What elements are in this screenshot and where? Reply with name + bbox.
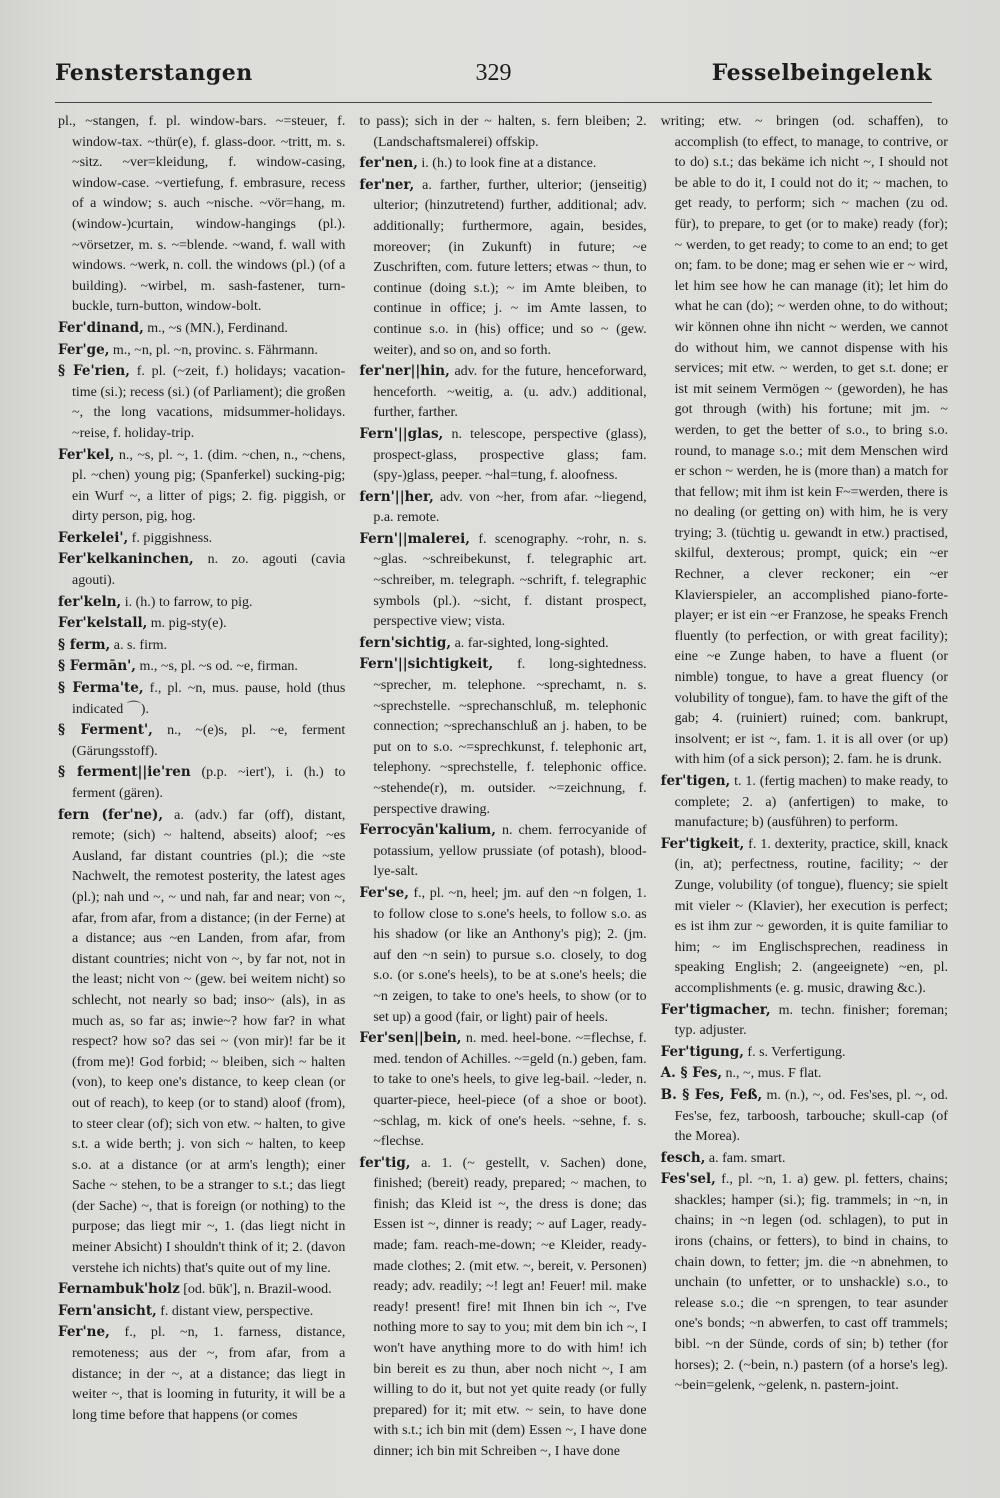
- column-3: [661, 112, 948, 1442]
- headword: Fer'kel,: [58, 446, 115, 463]
- headword: Fer'tigung,: [660, 1043, 744, 1060]
- dictionary-entry: [661, 1000, 948, 1042]
- dictionary-entry: [359, 153, 646, 175]
- headword: Fer'dinand,: [58, 319, 144, 336]
- headword: Fernambuk'holz: [58, 1281, 180, 1298]
- headword: B. § Fes, Feß,: [660, 1086, 763, 1103]
- dictionary-entry: [359, 1028, 646, 1153]
- headword: Ferrocyān'kalium,: [359, 822, 496, 839]
- entry-text: f. scenography. ~rohr, n. s. ~glas. ~schreibekunst, f. telegraphic art. ~schreiber, m. telegraph. ~schrift, f. telegraphic symbols (pl.). ~sicht, f. distant prospect, perspective view; vista.: [373, 531, 647, 630]
- entry-text: n., ~(e)s, pl. ~e, ferment (Gärungsstoff).: [72, 723, 346, 759]
- entry-text: i. (h.) to look fine at a distance.: [421, 156, 597, 172]
- headword: fer'ner||hin,: [359, 363, 450, 380]
- entry-text: m., ~s (MN.), Ferdinand.: [147, 320, 288, 336]
- headword: § ferm,: [58, 636, 111, 653]
- dictionary-entry: [661, 1169, 948, 1397]
- dictionary-entry: [359, 424, 646, 487]
- headword: § Ferma'te,: [58, 680, 144, 697]
- dictionary-entry: [58, 720, 345, 762]
- entry-text: m. techn. finisher; foreman; typ. adjuster.: [674, 1002, 948, 1039]
- entry-text: adv. for the future, henceforward, henceforth. ~weitig, a. (u. adv.) additional, further, farther.: [373, 364, 647, 421]
- entry-text: f. long-sightedness. ~sprecher, m. telephone. ~sprechamt, n. s. ~sprechstelle. ~sprechanschluß, m. telephonic connection; ~sprechanschluß an j. haben, to be put on to s.o. ~=sprechkunst, f. telephonic art, telephony. ~sprechstelle, f. telephonic office. ~stehende(r), m. outsider. ~=zeichnung, f. perspective drawing.: [373, 657, 647, 817]
- entry-text: f. s. Verfertigung.: [747, 1044, 846, 1060]
- dictionary-entry: [661, 1148, 948, 1170]
- dictionary-entry: [661, 1042, 948, 1064]
- headword: Fern'||malerei,: [359, 530, 470, 547]
- entry-text: a. fam. smart.: [708, 1150, 786, 1166]
- entry-text: adv. von ~her, from afar. ~liegend, p.a. remote.: [373, 489, 647, 526]
- headword: Fer'sen||bein,: [359, 1030, 462, 1047]
- entry-text: f. distant view, perspective.: [160, 1303, 314, 1319]
- headword: § Fe'rien,: [58, 363, 130, 380]
- dictionary-entry: [661, 112, 948, 771]
- dictionary-entry: [359, 883, 646, 1028]
- entry-text: i. (h.) to farrow, to pig.: [124, 594, 253, 610]
- dictionary-entry: [58, 805, 345, 1280]
- entry-text: m. (n.), ~, od. Fes'ses, pl. ~, od. Fes'se, fez, tarboosh, tarbouche; skull-cap (of the Morea).: [674, 1087, 948, 1145]
- entry-text: a. s. firm.: [113, 637, 168, 653]
- entry-text: m., ~n, pl. ~n, provinc. s. Fährmann.: [112, 342, 318, 358]
- headword: Fer'ge,: [58, 341, 110, 358]
- entry-text: f., pl. ~n, heel; jm. auf den ~n folgen, 1. to follow close to s.one's heels, to follow s.o. as his shadow (or like an Anthony's pig); 2. (jm. auf den ~n sein) to pursue s.o. closely, to dog s.o. (or s.one's heels), to be at s.one's heels; die ~n zeigen, to take to one's heels, to show (or to set up) a good (fair, or light) pair of heels.: [373, 885, 647, 1025]
- dictionary-entry: [661, 1063, 948, 1085]
- headword: Fer'se,: [359, 884, 409, 901]
- dictionary-entry: [58, 656, 345, 678]
- dictionary-entry: [661, 1085, 948, 1148]
- dictionary-entry: [661, 834, 948, 1000]
- headword: § ferment||ie'ren: [58, 764, 191, 781]
- entry-text: n. med. heel-bone. ~=flechse, f. med. tendon of Achilles. ~=geld (n.) geben, fam. to take to one's heels, to give leg-bail. ~leder, n. quarter-piece, heel-piece (of a shoe or boot). ~schlag, m. kick of one's heels. ~sehne, f. s. ~flechse.: [373, 1031, 647, 1150]
- entry-text: writing; etw. ~ bringen (od. schaffen), to accomplish (to effect, to manage, to contrive, or to do) s.t.; das bekäme ich nicht ~, I should not be able to do it, I could not do it; ~ machen, to get ready, to perform; sich ~ machen (zu od. für), to prepare, to get (or to make) ready (for); ~ werden, to get ready; to come to an end; to get on; fam. to be done; mag er sehen wie er ~ wird, let him see how he can manage (it); let him do what he can (do); ~ werden ohne, to do without; wir können ohne ihn nicht ~ werden, we cannot do without him, we cannot dispense with his services; mit etw. ~ werden, to get s.t. done; er ist mit seinem Vermögen ~ (geworden), he has got through (with) his fortune; mit jm. ~ werden, to get the better of s.o., to bring s.o. round, to manage s.o.; mit dem Menschen wird er schon ~ werden, he is (more than) a match for that fellow; mit ihm ist kein F~=werden, there is no dealing (or getting on) with him, he is very trying; 3. (tüchtig u. gewandt in etw.) practised, skilful, dexterous; prompt, quick; ein ~er Rechner, a clever reckoner; ein ~er Klavierspieler, an accomplished piano-forte-player; er ist ein ~er Franzose, he speaks French fluently (to perfection, or with great facility); eine ~e Zunge haben, to have a fluent (or nimble) tongue, to have a great fluency (or volubility of tongue), fam. to have the gift of the gab; 4. (ruiniert) ruined; com. bankrupt, insolvent; er ist ~, fam. 1. it is all over (or up) with him (of a sick person); 2. fam. he is drunk.: [660, 114, 948, 768]
- headword: fer'tig,: [359, 1154, 411, 1171]
- headword: fesch,: [660, 1149, 706, 1166]
- headword: A. § Fes,: [660, 1065, 723, 1082]
- dictionary-entry: [359, 633, 646, 655]
- entry-text: m., ~s, pl. ~s od. ~e, firman.: [139, 659, 298, 675]
- dictionary-entry: [359, 654, 646, 820]
- headword: Fern'||glas,: [359, 425, 444, 442]
- dictionary-entry: [58, 549, 345, 591]
- running-head-right: Fesselbeingelenk: [711, 60, 932, 86]
- headword: Fes'sel,: [660, 1171, 716, 1188]
- entry-text: f., pl. ~n, 1. farness, distance, remoteness; aus der ~, from afar, from a distance; in der ~, at a distance; das liegt in weiter ~, that is looming in futurity, it will be a long time before that happens (or comes: [72, 1325, 346, 1423]
- headword: fer'ner,: [359, 176, 415, 193]
- column-2: [359, 112, 647, 1459]
- headword: Ferkelei',: [58, 529, 129, 546]
- entry-text: to pass); sich in der ~ halten, s. fern bleiben; 2. (Landschaftsmalerei) offskip.: [359, 114, 647, 150]
- dictionary-entry: [58, 112, 345, 318]
- dictionary-entry: [58, 762, 345, 804]
- dictionary-entry: [58, 318, 345, 340]
- headword: fern'||her,: [359, 488, 434, 505]
- headword: § Ferment',: [58, 722, 153, 739]
- entry-text: a. far-sighted, long-sighted.: [454, 635, 609, 651]
- entry-text: [od. būk'], n. Brazil-wood.: [183, 1282, 332, 1298]
- dictionary-entry: [58, 445, 345, 528]
- entry-text: n., ~, mus. F flat.: [725, 1066, 822, 1082]
- dictionary-entry: [58, 635, 345, 657]
- dictionary-entry: [359, 112, 646, 153]
- dictionary-entry: [359, 529, 646, 633]
- entry-text: pl., ~stangen, f. pl. window-bars. ~=steuer, f. window-tax. ~thür(e), f. glass-door. ~tritt, m. s. ~sitz. ~ver=kleidung, f. window-casing, window-case. ~vertiefung, f. embrasure, recess of a window; s. auch ~nische. ~vör=hang, m. (window-)curtain, window-hangings (pl.). ~vörsetzer, m. s. ~=blende. ~wand, f. wall with windows. ~werk, n. coll. the windows (pl.) (of a building). ~wirbel, m. sash-fastener, turn-buckle, turn-button, window-bolt.: [58, 114, 346, 315]
- dictionary-entry: [58, 678, 345, 720]
- headword: fern (fer'ne),: [58, 806, 164, 823]
- dictionary-entry: [359, 1153, 646, 1463]
- header-rule: [55, 102, 932, 103]
- headword: Fern'ansicht,: [58, 1302, 157, 1319]
- entry-text: f., pl. ~n, mus. pause, hold (thus indicated ⌒).: [72, 681, 346, 717]
- dictionary-entry: [58, 613, 345, 635]
- running-head-left: Fensterstangen: [55, 60, 253, 86]
- headword: § Fermān',: [58, 658, 136, 675]
- headword: Fern'||sichtigkeit,: [359, 656, 494, 673]
- entry-text: (p.p. ~iert'), i. (h.) to ferment (gären).: [72, 765, 346, 801]
- dictionary-entry: [58, 592, 345, 614]
- dictionary-entry: [359, 175, 646, 361]
- headword: Fer'kelkaninchen,: [58, 551, 194, 568]
- dictionary-entry: [58, 1301, 345, 1323]
- headword: Fer'tigkeit,: [660, 835, 745, 852]
- entry-text: f. pl. (~zeit, f.) holidays; vacation-time (si.); recess (si.) (of Parliament); die großen ~, the long vacations, midsummer-holidays. ~reise, f. holiday-trip.: [72, 364, 346, 441]
- text-columns: [58, 112, 948, 1459]
- dictionary-entry: [359, 361, 646, 424]
- dictionary-entry: [58, 1279, 345, 1301]
- entry-text: a. (adv.) far (off), distant, remote; (sich) ~ haltend, abseits) aloof; ~es Ausland, far distant countries (pl.); die ~ste Nachwelt, the remotest posterity, the latest ages (pl.); nah und ~, ~ und nah, far and near; von ~, afar, from afar, from a distance; (in der Ferne) at a distance; aus ~en Landen, from afar, from distant countries; nicht von ~, by far not, not in the least; nicht von ~ (gew. bei weitem nicht) so schlecht, not nearly so bad; inso~ (als), in as much as, so far as; inwie~? how far? in what respect? how so? das sei ~ (von mir)! far be it (from me)! God forbid; ~ bleiben, sich ~ halten (von), to keep one's distance, to keep clean (or out of reach), to keep (or to stand) aloof (from), to steer clear (of); sich von etw. ~ halten, to give s.t. a wide berth; j. von sich ~ halten, to keep s.o. at a distance (or at arm's length); einer Sache ~ stehen, to be a stranger to s.t.; das liegt (der Sache) ~, that is foreign (or nothing) to the purpose; das liegt mir ~, 1. (das liegt nicht in meiner Absicht) I shouldn't think of it; 2. (davon verstehe ich nichts) that's quite out of my line.: [72, 807, 346, 1276]
- entry-text: n., ~s, pl. ~, 1. (dim. ~chen, n., ~chens, pl. ~chen) young pig; (Spanferkel) sucking-pig; ein Wurf ~, a litter of pigs; 2. fig. piggish, or dirty person, pig, hog.: [72, 447, 346, 525]
- column-1: [58, 112, 345, 1442]
- page-number: 329: [475, 60, 512, 86]
- headword: fer'nen,: [359, 155, 418, 172]
- dictionary-entry: [58, 1322, 345, 1426]
- entry-text: n. zo. agouti (cavia agouti).: [72, 552, 346, 589]
- headword: fer'keln,: [58, 593, 122, 610]
- dictionary-entry: [58, 361, 345, 444]
- dictionary-entry: [661, 771, 948, 834]
- dictionary-entry: [359, 820, 646, 883]
- entry-text: f., pl. ~n, 1. a) gew. pl. fetters, chains; shackles; hamper (si.); fig. trammels; in ~n, in chains; in ~n legen (od. schlagen), to put in irons (chains, or fetters), to bind in chains, to chain down, to fetter; jm. die ~n abnehmen, to unchain (to unfetter, or to unshackle) s.o., to release s.o.; die ~n sprengen, to tear asunder one's bonds; ~n abwerfen, to cast off trammels; bibl. ~n der Sünde, cords of sin; b) tether (for horses); 2. (~bein, n.) pastern (of a horse's leg). ~bein=gelenk, ~gelenk, n. pastern-joint.: [674, 1172, 948, 1394]
- headword: Fer'ne,: [58, 1324, 110, 1341]
- dictionary-entry: [58, 340, 345, 362]
- entry-text: n. telescope, perspective (glass), prospect-glass, prospective glass; fam. (spy-)glass, peeper. ~hal=tung, f. aloofness.: [373, 426, 647, 484]
- headword: fer'tigen,: [660, 773, 731, 789]
- page-header: [55, 60, 932, 100]
- entry-text: a. 1. (~ gestellt, v. Sachen) done, finished; (bereit) ready, prepared; ~ machen, to finish; das Kleid ist ~, the dress is done; das Essen ist ~, dinner is ready; ~ auf Lager, ready-made; fam. reach-me-down; ~e Kleider, ready-made clothes; 2. (mit etw. ~, bereit, v. Personen) ready; adv. readily; ~! legt an! Feuer! mil. make ready! present! fire! mit Ihnen bin ich ~, I've nothing more to say to you; mit dem bin ich ~, I won't have anything more to do with him! ich bin bereit es zu thun, aber noch nicht ~, I am willing to do it, but not yet quite ready (or fully prepared) for it; mit etw. ~ sein, to have done with s.t.; ich bin mit (dem) Essen ~, I have done dinner; ich bin mit Schreiben ~, I have done: [373, 1155, 647, 1459]
- entry-text: n. chem. ferrocyanide of potassium, yellow prussiate (of potash), blood-lye-salt.: [373, 823, 647, 880]
- entry-text: f. piggishness.: [131, 530, 213, 546]
- entry-text: t. 1. (fertig machen) to make ready, to complete; 2. a) (anfertigen) to make, to manufacture; b) (ausführen) to perform.: [674, 774, 948, 831]
- headword: Fer'kelstall,: [58, 615, 148, 632]
- entry-text: f. 1. dexterity, practice, skill, knack (in, at); perfectness, routine, facility; ~ der Zunge, volubility (of tongue), fluency; sie spielt mit vieler ~ (Klavier), her execution is perfect; es ist ihm zur ~ geworden, it is quite familiar to him; ~ im Englischsprechen, readiness in speaking English; 2. (angeeignete) ~en, pl. accomplishments (e. g. music, drawing &c.).: [674, 836, 948, 996]
- dictionary-entry: [359, 487, 646, 529]
- dictionary-entry: [58, 528, 345, 550]
- headword: Fer'tigmacher,: [660, 1001, 771, 1018]
- entry-text: a. farther, further, ulterior; (jenseitig) ulterior; (hinzutretend) further, additional; adv. additionally; furthermore, again, besides, moreover; (in Zukunft) in future; ~e Zuschriften, com. future letters; etwas ~ thun, to continue (doing s.t.); ~ im Amte bleiben, to continue in office; j. ~ im Amte lassen, to continue s.o. in (his) office; und so ~ (gew. weiter), and so on, and so forth.: [373, 177, 647, 358]
- headword: fern'sichtig,: [359, 634, 452, 651]
- entry-text: m. pig-sty(e).: [150, 616, 227, 632]
